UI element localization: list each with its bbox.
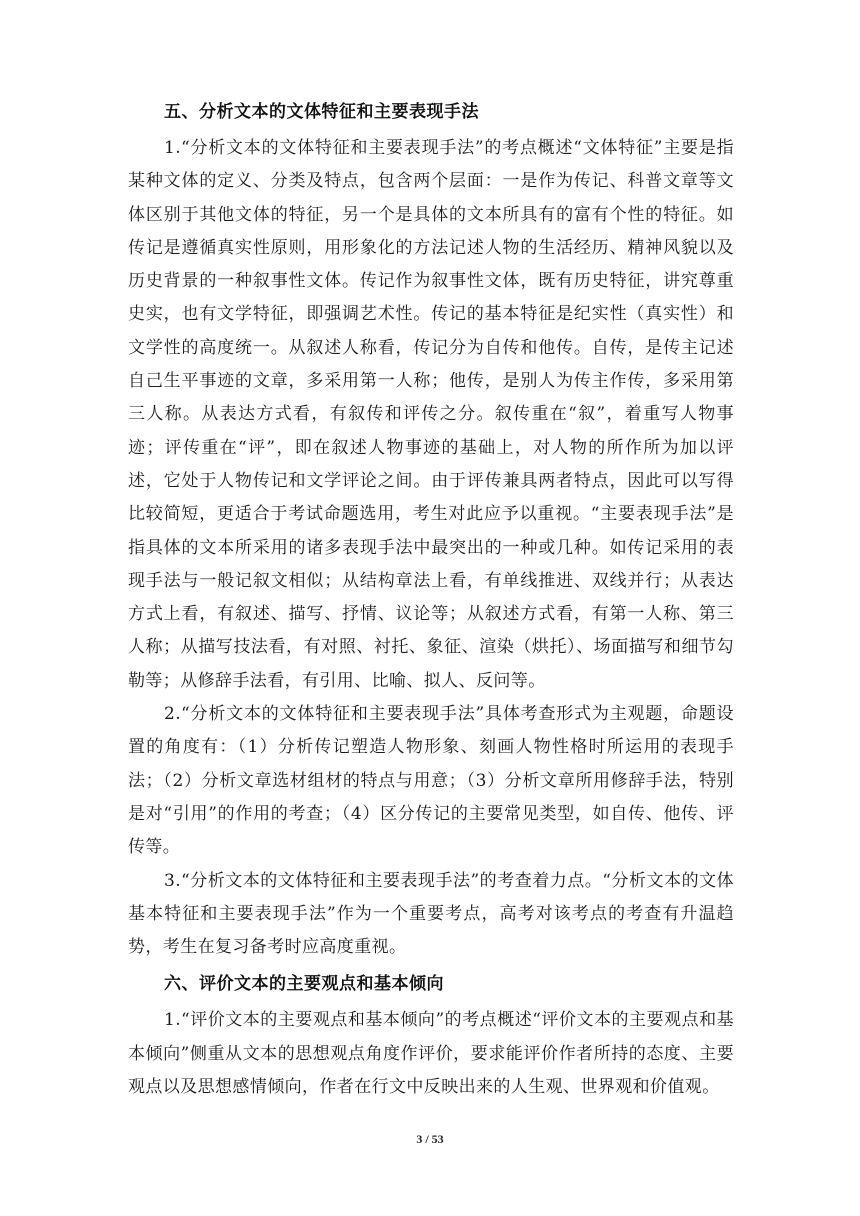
section-5-paragraph-2: 2.“分析文本的文体特征和主要表现手法”具体考查形式为主观题，命题设置的角度有：（1）分析传记塑造人物形象、刻画人物性格时所运用的表现手法；（2）分析文章选材组材的特点与用意；（3）分析文章所用修辞手法，特别是对“引用”的作用的考查；（4）区分传记的主要常见类型，如自传、他传、评传等。 xyxy=(128,704,734,858)
section-6-paragraph-1: 1.“评价文本的主要观点和基本倾向”的考点概述“评价文本的主要观点和基本倾向”侧重从文本的思想观点角度作评价，要求能评价作者所持的态度、主要观点以及思想感情倾向，作者在行文中反映出来的人生观、世界观和价值观。 xyxy=(128,1010,734,1098)
page-body xyxy=(128,92,734,1104)
section-heading-5: 五、分析文本的文体特征和主要表现手法 xyxy=(164,102,479,122)
section-heading-6: 六、评价文本的主要观点和基本倾向 xyxy=(164,974,444,995)
page-number: 3 / 53 xyxy=(416,1132,444,1146)
section-5-paragraph-3: 3.“分析文本的文体特征和主要表现手法”的考查着力点。“分析文本的文体基本特征和主要表现手法”作为一个重要考点，高考对该考点的考查有升温趋势，考生在复习备考时应高度重视。 xyxy=(128,870,734,958)
section-5-paragraph-1: 1.“分析文本的文体特征和主要表现手法”的考点概述“文体特征”主要是指某种文体的定义、分类及特点，包含两个层面：一是作为传记、科普文章等文体区别于其他文体的特征，另一个是具体的文本所具有的富有个性的特征。如传记是遵循真实性原则，用形象化的方法记述人物的生活经历、精神风貌以及历史背景的一种叙事性文体。传记作为叙事性文体，既有历史特征，讲究尊重史实，也有文学特征，即强调艺术性。传记的基本特征是纪实性（真实性）和文学性的高度统一。从叙述人称看，传记分为自传和他传。自传，是传主记述自己生平事迹的文章，多采用第一人称；他传，是别人为传主作传，多采用第三人称。从表达方式看，有叙传和评传之分。叙传重在“叙”，着重写人物事迹；评传重在“评”，即在叙述人物事迹的基础上，对人物的所作所为加以评述，它处于人物传记和文学评论之间。由于评传兼具两者特点，因此可以写得比较简短，更适合于考试命题选用，考生对此应予以重视。“主要表现手法”是指具体的文本所采用的诸多表现手法中最突出的一种或几种。如传记采用的表现手法与一般记叙文相似；从结构章法上看，有单线推进、双线并行；从表达方式上看，有叙述、描写、抒情、议论等；从叙述方式看，有第一人称、第三人称；从描写技法看，有对照、衬托、象征、渲染（烘托）、场面描写和细节勾勒等；从修辞手法看，有引用、比喻、拟人、反问等。 xyxy=(128,138,734,691)
